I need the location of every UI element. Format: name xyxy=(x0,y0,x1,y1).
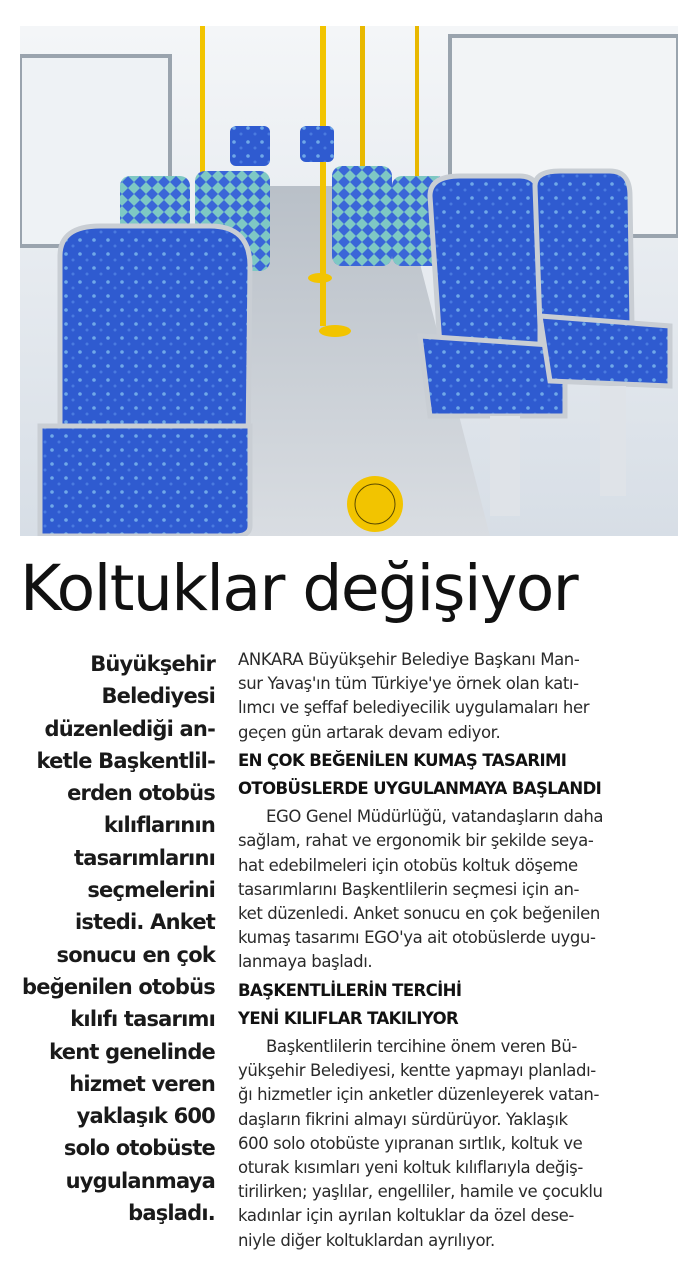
subheading: EN ÇOK BEĞENİLEN KUMAŞ TASARIMI xyxy=(238,750,567,770)
lead-line: düzenlediği an- xyxy=(44,716,215,741)
paragraph-line: lanmaya başladı. xyxy=(238,952,373,972)
paragraph-line: tasarımlarını Başkentlilerin seçmesi için an- xyxy=(238,879,580,899)
lead-line: başladı. xyxy=(128,1201,215,1226)
paragraph-line: hat edebilmeleri için otobüs koltuk döşeme xyxy=(238,855,578,875)
paragraph-line: ğı hizmetler için anketler düzenleyerek vatan- xyxy=(238,1085,600,1105)
lead-line: Büyükşehir xyxy=(90,652,215,676)
lead-line: ketle Başkentlil- xyxy=(36,748,215,773)
intro-line: geçen gün artarak devam ediyor. xyxy=(238,722,501,742)
bus-interior-photo xyxy=(20,26,678,536)
headline: Koltuklar değişiyor xyxy=(20,552,578,625)
subheading: YENİ KILIFLAR TAKILIYOR xyxy=(238,1008,459,1028)
subheading: BAŞKENTLİLERİN TERCİHİ xyxy=(238,980,462,1000)
paragraph-line: daşların fikrini almayı sürdürüyor. Yaklaşık xyxy=(238,1109,568,1129)
lead-summary xyxy=(12,648,215,1229)
paragraph-line: kumaş tasarımı EGO'ya ait otobüslerde uygu- xyxy=(238,928,596,948)
paragraph-line: 600 solo otobüste yıpranan sırtlık, koltuk ve xyxy=(238,1133,583,1153)
article-body xyxy=(238,648,680,1253)
paragraph-line: kadınlar için ayrılan koltuklar da özel dese- xyxy=(238,1206,574,1226)
lead-line: kent genelinde xyxy=(49,1039,215,1064)
lead-line: uygulanmaya xyxy=(65,1168,215,1193)
lead-line: seçmelerini xyxy=(87,878,215,903)
lead-line: beğenilen otobüs xyxy=(22,974,215,999)
paragraph-line: sağlam, rahat ve ergonomik bir şekilde seya- xyxy=(238,831,594,851)
lead-line: istedi. Anket xyxy=(75,910,215,935)
paragraph-line: ket düzenledi. Anket sonucu en çok beğenilen xyxy=(238,904,600,924)
paragraph-line: niyle diğer koltuklardan ayrılıyor. xyxy=(238,1230,495,1250)
lead-line: tasarımlarını xyxy=(74,845,215,870)
lead-line: yaklaşık 600 xyxy=(76,1104,215,1129)
lead-line: Belediyesi xyxy=(101,684,215,709)
lead-line: sonucu en çok xyxy=(56,942,215,967)
intro-line: lımcı ve şeffaf belediyecilik uygulamaları her xyxy=(238,698,590,718)
paragraph-line: EGO Genel Müdürlüğü, vatandaşların daha xyxy=(266,807,604,827)
lead-line: erden otobüs xyxy=(67,781,215,806)
subheading: OTOBÜSLERDE UYGULANMAYA BAŞLANDI xyxy=(238,779,602,799)
paragraph-line: Başkentlilerin tercihine önem veren Bü- xyxy=(266,1037,577,1057)
lead-line: kılıfı tasarımı xyxy=(70,1007,215,1032)
paragraph-line: oturak kısımları yeni koltuk kılıflarıyla değiş- xyxy=(238,1158,583,1178)
paragraph-line: yükşehir Belediyesi, kentte yapmayı planladı- xyxy=(238,1061,596,1081)
lead-line: kılıflarının xyxy=(103,813,215,838)
intro-line: ANKARA Büyükşehir Belediye Başkanı Man- xyxy=(238,650,580,669)
intro-line: sur Yavaş'ın tüm Türkiye'ye örnek olan katı- xyxy=(238,674,579,694)
paragraph-line: tirilirken; yaşlılar, engelliler, hamile ve çocuklu xyxy=(238,1182,603,1202)
lead-line: solo otobüste xyxy=(63,1136,215,1161)
lead-line: hizmet veren xyxy=(69,1071,215,1096)
